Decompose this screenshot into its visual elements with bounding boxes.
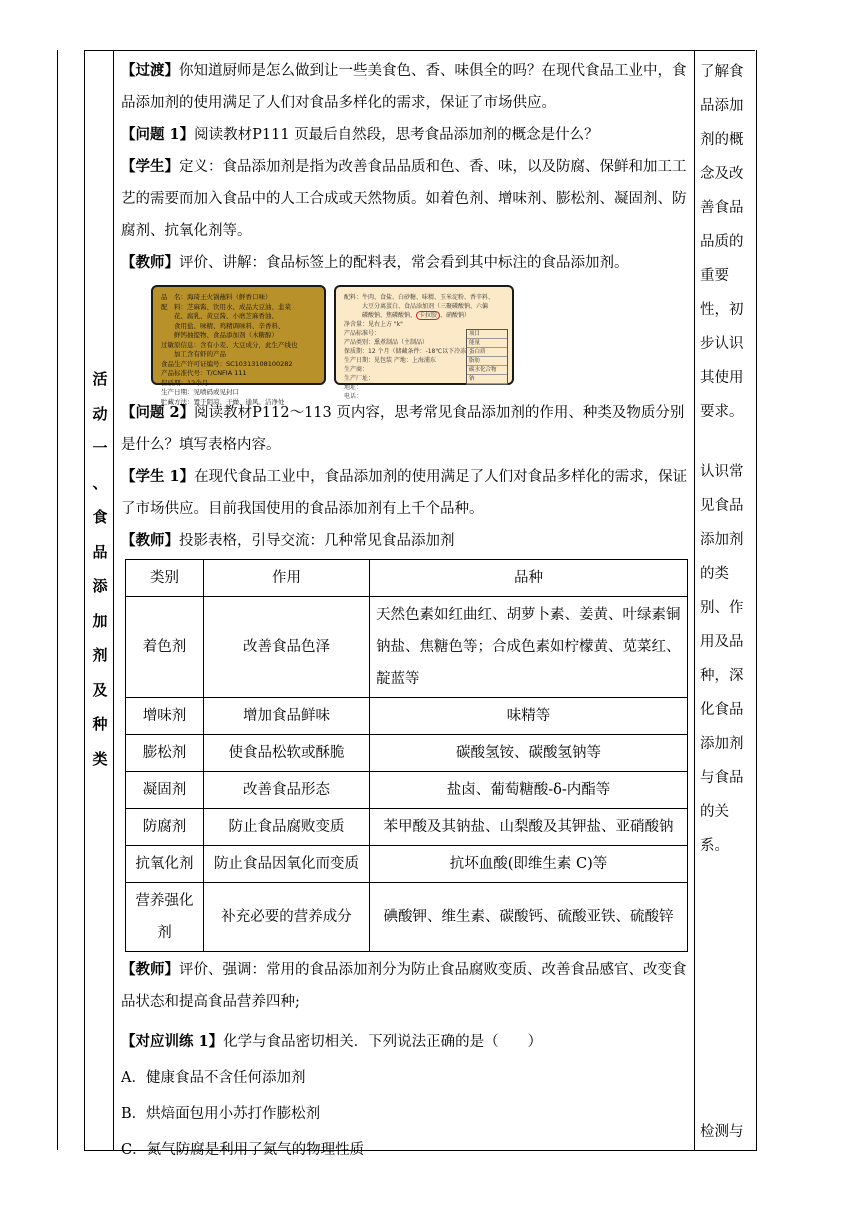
objective-line: 用及品 (700, 634, 744, 650)
table-header-cell: 品种 (370, 560, 688, 597)
objective-line: 认识常 (700, 464, 744, 480)
activity-title-char: 剂 (92, 646, 108, 664)
objective-line: 种，深 (700, 668, 744, 684)
para-question-1: 【问题 1】阅读教材P111 页最后自然段，思考食品添加剂的概念是什么？ (121, 126, 599, 143)
activity-title-char: 活 (92, 370, 108, 388)
label1-line: 食用盐、味精、鸡精调味料、辛香料、 (161, 321, 285, 330)
para-transition: 【过渡】你知道厨师是怎么做到让一些美食色、香、味俱全的吗？在现代食品工业中，食品添加剂的使用满足了人们对食品多样化的需求，保证了市场供应。 (121, 62, 687, 111)
objective-line: 品质的 (700, 234, 744, 250)
label1-line: 配 料：芝麻酱、饮用水、成品大豆油、韭菜 (161, 302, 291, 311)
label2-line: 电话： (344, 393, 363, 400)
table-cell: 味精等 (370, 698, 688, 735)
label1-line: 花、腐乳、黄豆酱、小磨芝麻香油、 (161, 312, 278, 320)
label2-line: 配料：牛肉、食盐、白砂糖、味精、玉米淀粉、香辛料、 (344, 294, 495, 301)
objective-line: 念及改 (700, 166, 744, 182)
food-label-beef (334, 285, 514, 400)
label2-line: 产品类别：熏煮制品（主制品） (344, 339, 429, 346)
label1-line: 产品标准代号：T/CNFIA 111 (161, 369, 247, 377)
table-row (126, 846, 688, 883)
activity-title-char: 种 (92, 715, 108, 733)
highlighted-additive: 卡拉胶 (416, 311, 440, 320)
objective-3: 检测与 (700, 1124, 744, 1140)
label1-line: 保质期：12个月 (161, 378, 209, 387)
table-cell: 防止食品腐败变质 (204, 809, 370, 846)
para-question-2: 【问题 2】阅读教材P112～113 页内容，思考常见食品添加剂的作用、种类及物质分别是什么？填写表格内容。 (121, 404, 685, 453)
table-cell: 盐卤、葡萄糖酸-δ-内酯等 (370, 772, 688, 809)
table-cell: 防腐剂 (126, 809, 204, 846)
para-student-1: 【学生 1】在现代食品工业中，食品添加剂的使用满足了人们对食品多样化的需求，保证了市场供应。目前我国使用的食品添加剂有上千个品种。 (121, 468, 688, 517)
column-divider-2 (694, 50, 695, 1150)
table-cell: 膨松剂 (126, 735, 204, 772)
table-cell: 碘酸钾、维生素、碳酸钙、硫酸亚铁、硫酸锌 (370, 883, 688, 952)
nutrition-row: 脂肪 (467, 357, 507, 366)
objective-line: 善食品 (700, 200, 744, 216)
table-cell: 改善食品色泽 (204, 597, 370, 698)
para-exercise: 【对应训练 1】化学与食品密切相关．下列说法正确的是（ ） (121, 1033, 543, 1050)
table-top-border (84, 50, 755, 51)
option-a: A．健康食品不含任何添加剂 (121, 1070, 306, 1086)
table-cell: 营养强化剂 (126, 883, 204, 952)
label1-line: 品 名：海琦王火锅蘸料（鲜香口味） (161, 293, 272, 301)
nutrition-row: 能量 (467, 339, 507, 348)
nutrition-row: 碳水化合物 (467, 366, 507, 375)
para-teacher-3: 【教师】评价、强调：常用的食品添加剂分为防止食品腐败变质、改善食品感官、改变食品状态和提高食品营养四种; (121, 961, 687, 1010)
activity-title-char: 一 (92, 439, 108, 457)
objective-line: 品添加 (700, 98, 744, 114)
objective-line: 添加剂 (700, 532, 744, 548)
label1-line: 生产日期：见喷码或见封口 (161, 388, 239, 396)
activity-title (88, 362, 112, 776)
label1-line: 鲜钙抽提物、食品添加剂（木糖醇） (161, 331, 278, 339)
table-header-cell: 作用 (204, 560, 370, 597)
table-cell: 改善食品形态 (204, 772, 370, 809)
table-row (126, 809, 688, 846)
table-row (126, 597, 688, 698)
table-cell: 增味剂 (126, 698, 204, 735)
table-row (126, 698, 688, 735)
label2-line: 磷酸钠、焦磷酸钠、 卡拉胶 、硝酸钠） (362, 312, 471, 319)
objective-line: 剂的概 (700, 132, 744, 148)
activity-title-char: 、 (92, 473, 108, 492)
label1-line: 加工含有虾的产品 (161, 350, 226, 358)
objective-line: 别、作 (700, 600, 744, 616)
objective-line: 见食品 (700, 498, 744, 514)
objective-line: 化食品 (700, 702, 744, 718)
outer-left-border (57, 50, 85, 1150)
label2-line: 大豆分离蛋白、食品添加剂（三聚磷酸钠、六偏 (362, 303, 489, 310)
para-teacher-2: 【教师】投影表格，引导交流：几种常见食品添加剂 (121, 532, 455, 549)
table-cell: 碳酸氢铵、碳酸氢钠等 (370, 735, 688, 772)
table-cell: 天然色素如红曲红、胡萝卜素、姜黄、叶绿素铜钠盐、焦糖色等；合成色素如柠檬黄、苋菜红、靛蓝等 (370, 597, 688, 698)
table-cell: 凝固剂 (126, 772, 204, 809)
activity-title-char: 品 (92, 542, 108, 561)
table-header-cell: 类别 (126, 560, 204, 597)
nutrition-row: 钠 (467, 375, 507, 384)
table-cell: 防止食品因氧化而变质 (204, 846, 370, 883)
column-divider-1 (113, 50, 114, 1150)
objective-line: 添加剂 (700, 736, 744, 752)
nutrition-table (466, 329, 508, 385)
table-cell: 增加食品鲜味 (204, 698, 370, 735)
main-content (121, 55, 688, 1168)
para-teacher: 【教师】评价、讲解：食品标签上的配料表，常会看到其中标注的食品添加剂。 (121, 254, 629, 271)
label2-line: 产品标准号： (344, 330, 381, 337)
table-cell: 苯甲酸及其钠盐、山梨酸及其钾盐、亚硝酸钠 (370, 809, 688, 846)
objective-line: 系。 (700, 838, 729, 854)
activity-title-char: 加 (92, 611, 108, 630)
label1-line: 食品生产许可证编号：SC10313108100282 (161, 359, 293, 368)
label2-line: 净含量：见右上方 "k" (344, 321, 403, 328)
label1-line: 贮藏方法：置于阴凉、干燥、通风、洁净处 (161, 397, 285, 406)
objective-2 (700, 455, 755, 863)
food-label-hotpot (151, 285, 326, 406)
para-student: 【学生】定义：食品添加剂是指为改善食品品质和色、香、味，以及防腐、保鲜和加工工艺的需要而加入食品中的人工合成或天然物质。如着色剂、增味剂、膨松剂、凝固剂、防腐剂、抗氧化剂等。 (121, 158, 687, 239)
table-cell: 抗氧化剂 (126, 846, 204, 883)
label2-line: 地址： (344, 384, 363, 391)
table-cell: 抗坏血酸(即维生素 C)等 (370, 846, 688, 883)
table-row (126, 883, 688, 952)
table-cell: 使食品松软或酥脆 (204, 735, 370, 772)
activity-title-char: 添 (92, 577, 108, 595)
table-cell: 着色剂 (126, 597, 204, 698)
objective-line: 其使用 (700, 370, 744, 386)
objective-1 (700, 55, 755, 429)
option-c: C．氮气防腐是利用了氮气的物理性质 (121, 1142, 365, 1158)
activity-title-char: 动 (92, 404, 108, 423)
label2-line: 生产商： (344, 366, 369, 373)
objective-line: 要求。 (700, 404, 744, 420)
label2-line: 生产厂址： (344, 375, 375, 382)
label2-line: 保质期：12 个月（储藏条件：-18℃以下冷冻 (344, 348, 467, 355)
nutrition-row: 项目 (467, 330, 507, 339)
table-cell: 补充必要的营养成分 (204, 883, 370, 952)
objective-line: 的类 (700, 566, 729, 582)
objective-line: 重要 (700, 268, 729, 284)
table-row (126, 735, 688, 772)
nutrition-row: 蛋白质 (467, 348, 507, 357)
label2-line: 生产日期：见包装 产地：上海浦东 (344, 357, 436, 364)
food-label-images (151, 285, 688, 406)
label1-line: 过敏原信息：含有小麦、大豆成分，此生产线也 (161, 340, 298, 349)
objective-line: 性，初 (700, 302, 744, 318)
objective-line: 的关 (700, 804, 729, 820)
table-header-row (126, 560, 688, 597)
activity-title-char: 食 (92, 508, 108, 526)
activity-title-char: 及 (92, 680, 108, 699)
objectives-column (700, 55, 755, 1140)
additives-table (125, 559, 688, 952)
table-row (126, 772, 688, 809)
option-b: B．烘焙面包用小苏打作膨松剂 (121, 1106, 321, 1122)
objective-line: 步认识 (700, 336, 744, 352)
activity-title-char: 类 (92, 749, 108, 768)
objective-line: 与食品 (700, 770, 744, 786)
objective-line: 了解食 (700, 64, 744, 80)
